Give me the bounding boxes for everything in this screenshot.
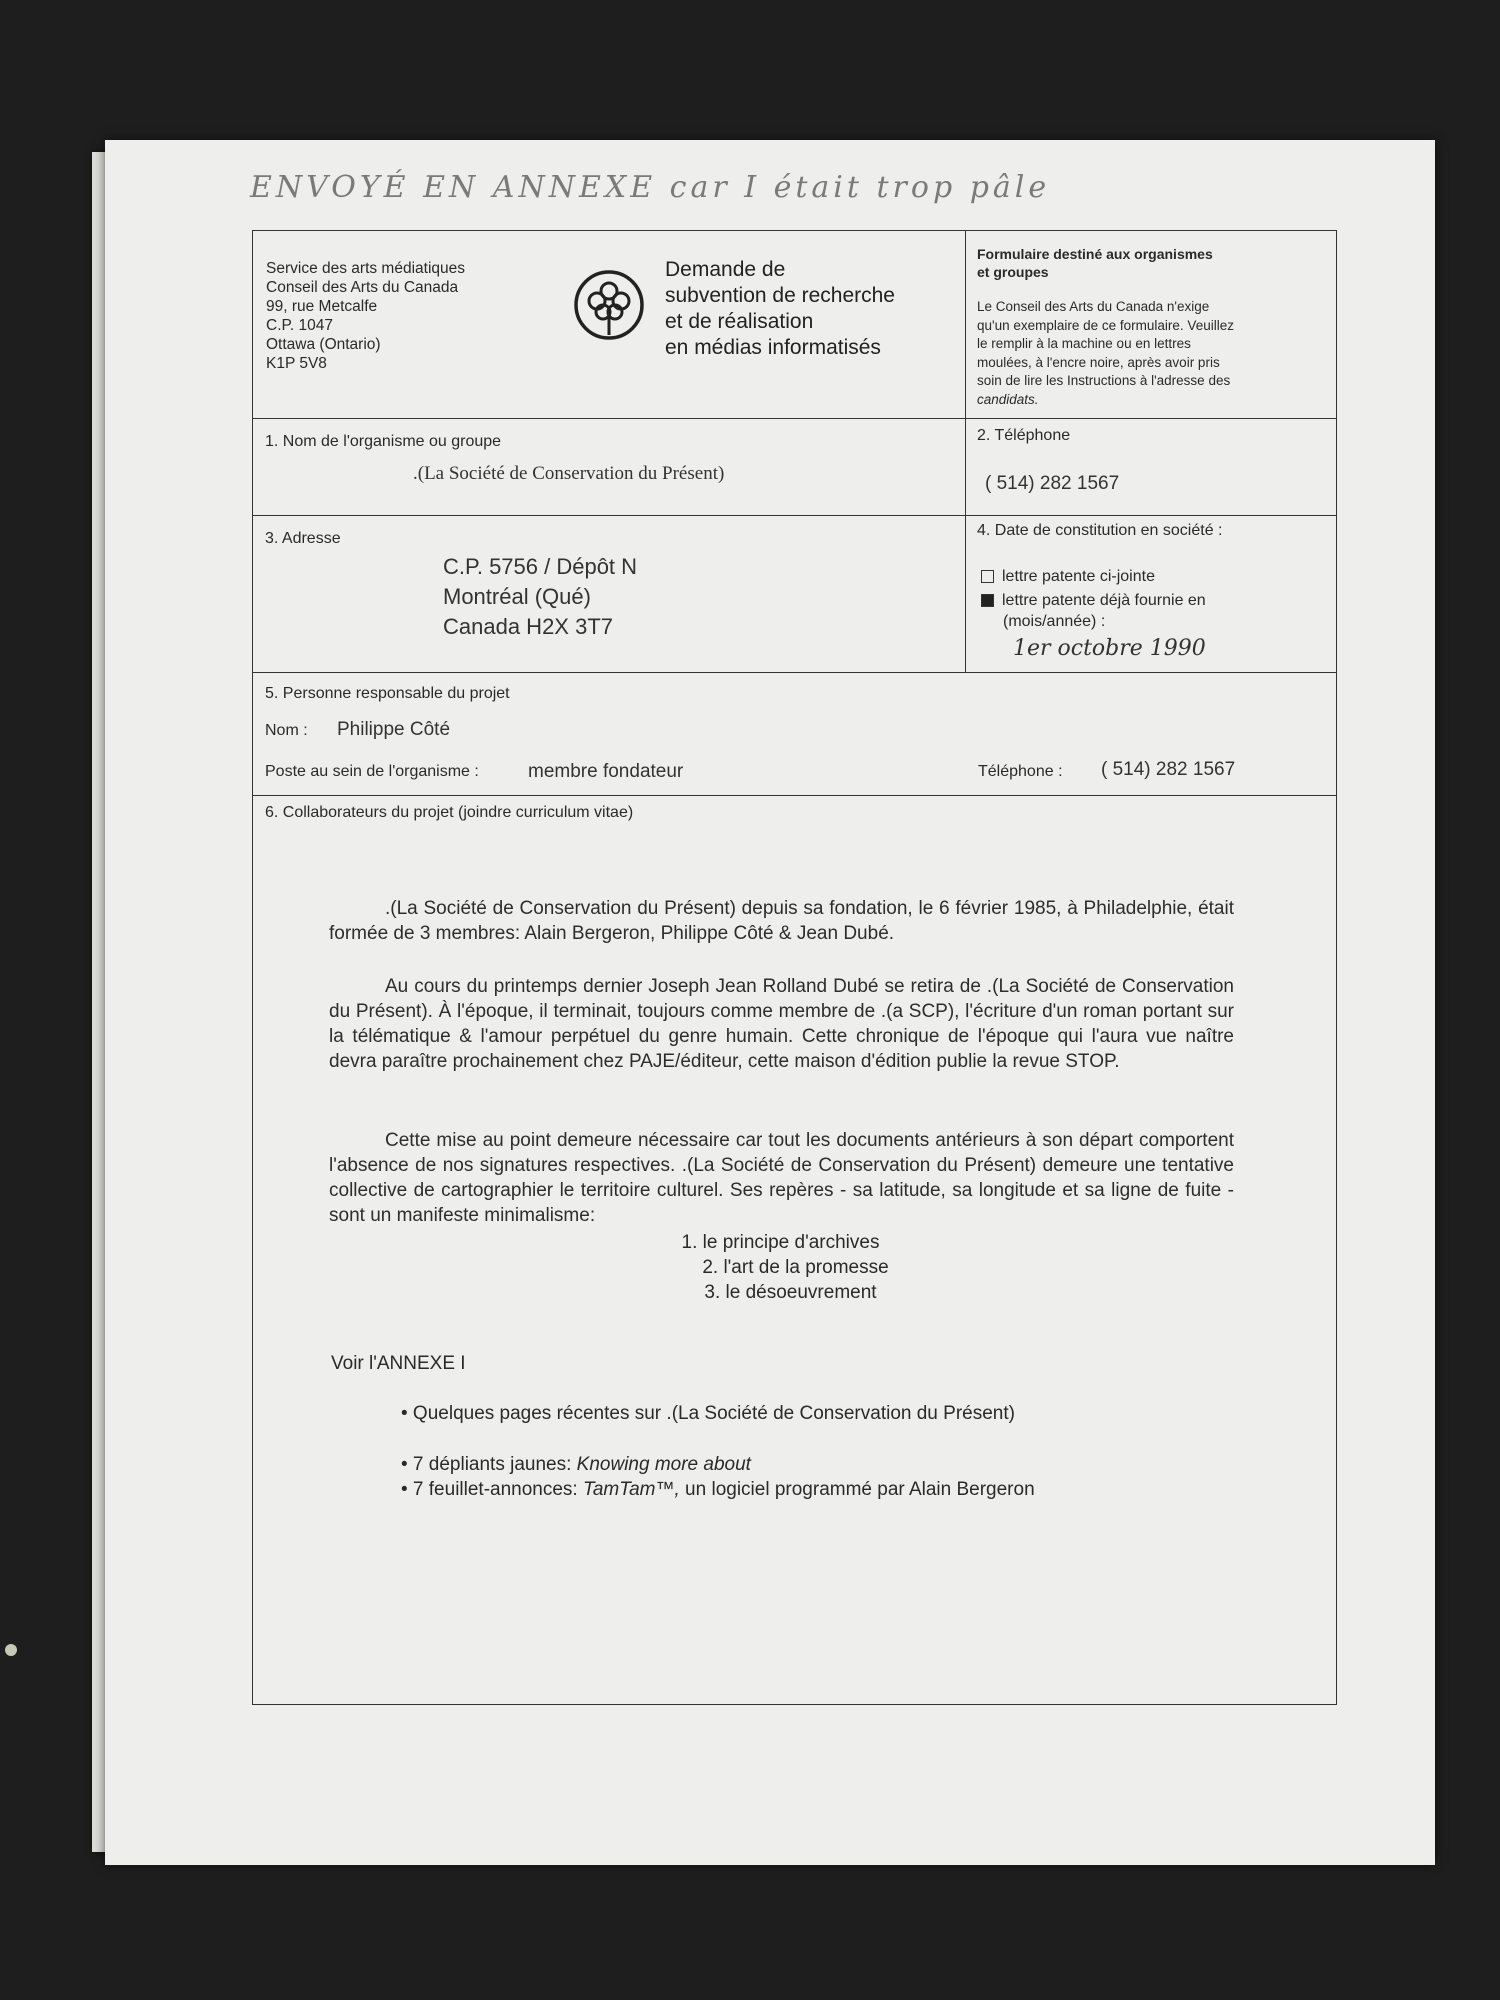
organization-phone-value: ( 514) 282 1567	[985, 473, 1120, 494]
annexe-bullet-1: • Quelques pages récentes sur .(La Société de Conservation du Présent)	[401, 1403, 1015, 1424]
paragraph-3: Cette mise au point demeure nécessaire car tout les documents antérieurs à son départ comportent l'absence de nos signatures respectives. .(La Société de Conservation du Présent) demeure une tentative collective de cartographier le territoire culturel. Ses repères - sa latitude, sa longitude et sa ligne de fuite - sont un manifeste minimalisme:	[329, 1130, 1234, 1226]
poste-label: Poste au sein de l'organisme :	[265, 763, 479, 780]
option-letters-patent-provided: lettre patente déjà fournie en	[981, 592, 1206, 610]
list-item: 3. le désoeuvrement	[704, 1282, 877, 1303]
handwritten-date: 1er octobre 1990	[1013, 636, 1206, 661]
header-row	[253, 231, 1336, 419]
address-date-row	[253, 516, 1336, 673]
field-1-label: 1. Nom de l'organisme ou groupe	[265, 433, 502, 450]
nom-label: Nom :	[265, 722, 308, 739]
list-item: 1. le principe d'archives	[681, 1232, 880, 1253]
field-4-label: 4. Date de constitution en société :	[977, 522, 1223, 539]
poste-value: membre fondateur	[528, 761, 684, 782]
field-5-label: 5. Personne responsable du projet	[265, 685, 510, 702]
table-spot	[5, 1644, 17, 1656]
list-item: 2. l'art de la promesse	[702, 1257, 889, 1278]
manifesto-list	[253, 1230, 1338, 1305]
checkbox-provided[interactable]	[981, 594, 994, 607]
checkbox-attached[interactable]	[981, 570, 994, 583]
field-3-label: 3. Adresse	[265, 530, 341, 547]
telephone-label: Téléphone :	[978, 763, 1063, 780]
paragraph-1: .(La Société de Conservation du Présent) depuis sa fondation, le 6 février 1985, à Philadelphie, était formée de 3 membres: Alain Bergeron, Philippe Côté & Jean Dubé.	[329, 898, 1234, 944]
responsible-person-row	[253, 673, 1336, 796]
paragraph-2: Au cours du printemps dernier Joseph Jean Rolland Dubé se retira de .(La Société de Conservation du Présent). À l'époque, il terminait, toujours comme membre de .(a SCP), l'écriture d'un roman portant sur la télématique & l'amour perpétuel du genre humain. Cette chronique de l'époque qui l'aura vue naître devra paraître prochainement chez PAJE/éditeur, cette maison d'édition publie la revue STOP.	[329, 976, 1234, 1072]
council-address: Service des arts médiatiques Conseil des Arts du Canada 99, rue Metcalfe C.P. 1047 Ottawa (Ontario) K1P 5V8	[266, 260, 466, 372]
month-year-label: (mois/année) :	[1003, 613, 1106, 630]
form-page	[105, 140, 1435, 1865]
canada-council-logo-icon	[573, 269, 645, 341]
form-instructions: Le Conseil des Arts du Canada n'exige qu'un exemplaire de ce formulaire. Veuillez le remplir à la machine ou en lettres moulées, à l'encre noire, après avoir pris soin de lire les Instructions à l'adresse des candidats.	[977, 299, 1234, 407]
collaborators-section	[253, 796, 1336, 1704]
annexe-bullet-2: • 7 dépliants jaunes: Knowing more about	[401, 1454, 751, 1475]
organization-name-value: .(La Société de Conservation du Présent)	[413, 463, 725, 484]
name-phone-row	[253, 419, 1336, 516]
form-type: Formulaire destiné aux organismes et groupes	[977, 246, 1213, 280]
address-value: C.P. 5756 / Dépôt N Montréal (Qué) Canada H2X 3T7	[443, 554, 638, 639]
field-6-label: 6. Collaborateurs du projet (joindre curriculum vitae)	[265, 804, 634, 821]
handwritten-note: ENVOYÉ EN ANNEXE car I était trop pâle	[250, 170, 1051, 205]
annexe-bullet-3: • 7 feuillet-annonces: TamTam™, un logiciel programmé par Alain Bergeron	[401, 1479, 1035, 1500]
telephone-value: ( 514) 282 1567	[1101, 759, 1236, 780]
grant-application-form	[252, 230, 1337, 1705]
field-2-label: 2. Téléphone	[977, 427, 1071, 444]
nom-value: Philippe Côté	[337, 719, 451, 740]
form-title: Demande de subvention de recherche et de réalisation en médias informatisés	[665, 258, 895, 359]
annexe-reference: Voir l'ANNEXE I	[331, 1353, 466, 1374]
option-letters-patent-attached: lettre patente ci-jointe	[981, 568, 1155, 586]
